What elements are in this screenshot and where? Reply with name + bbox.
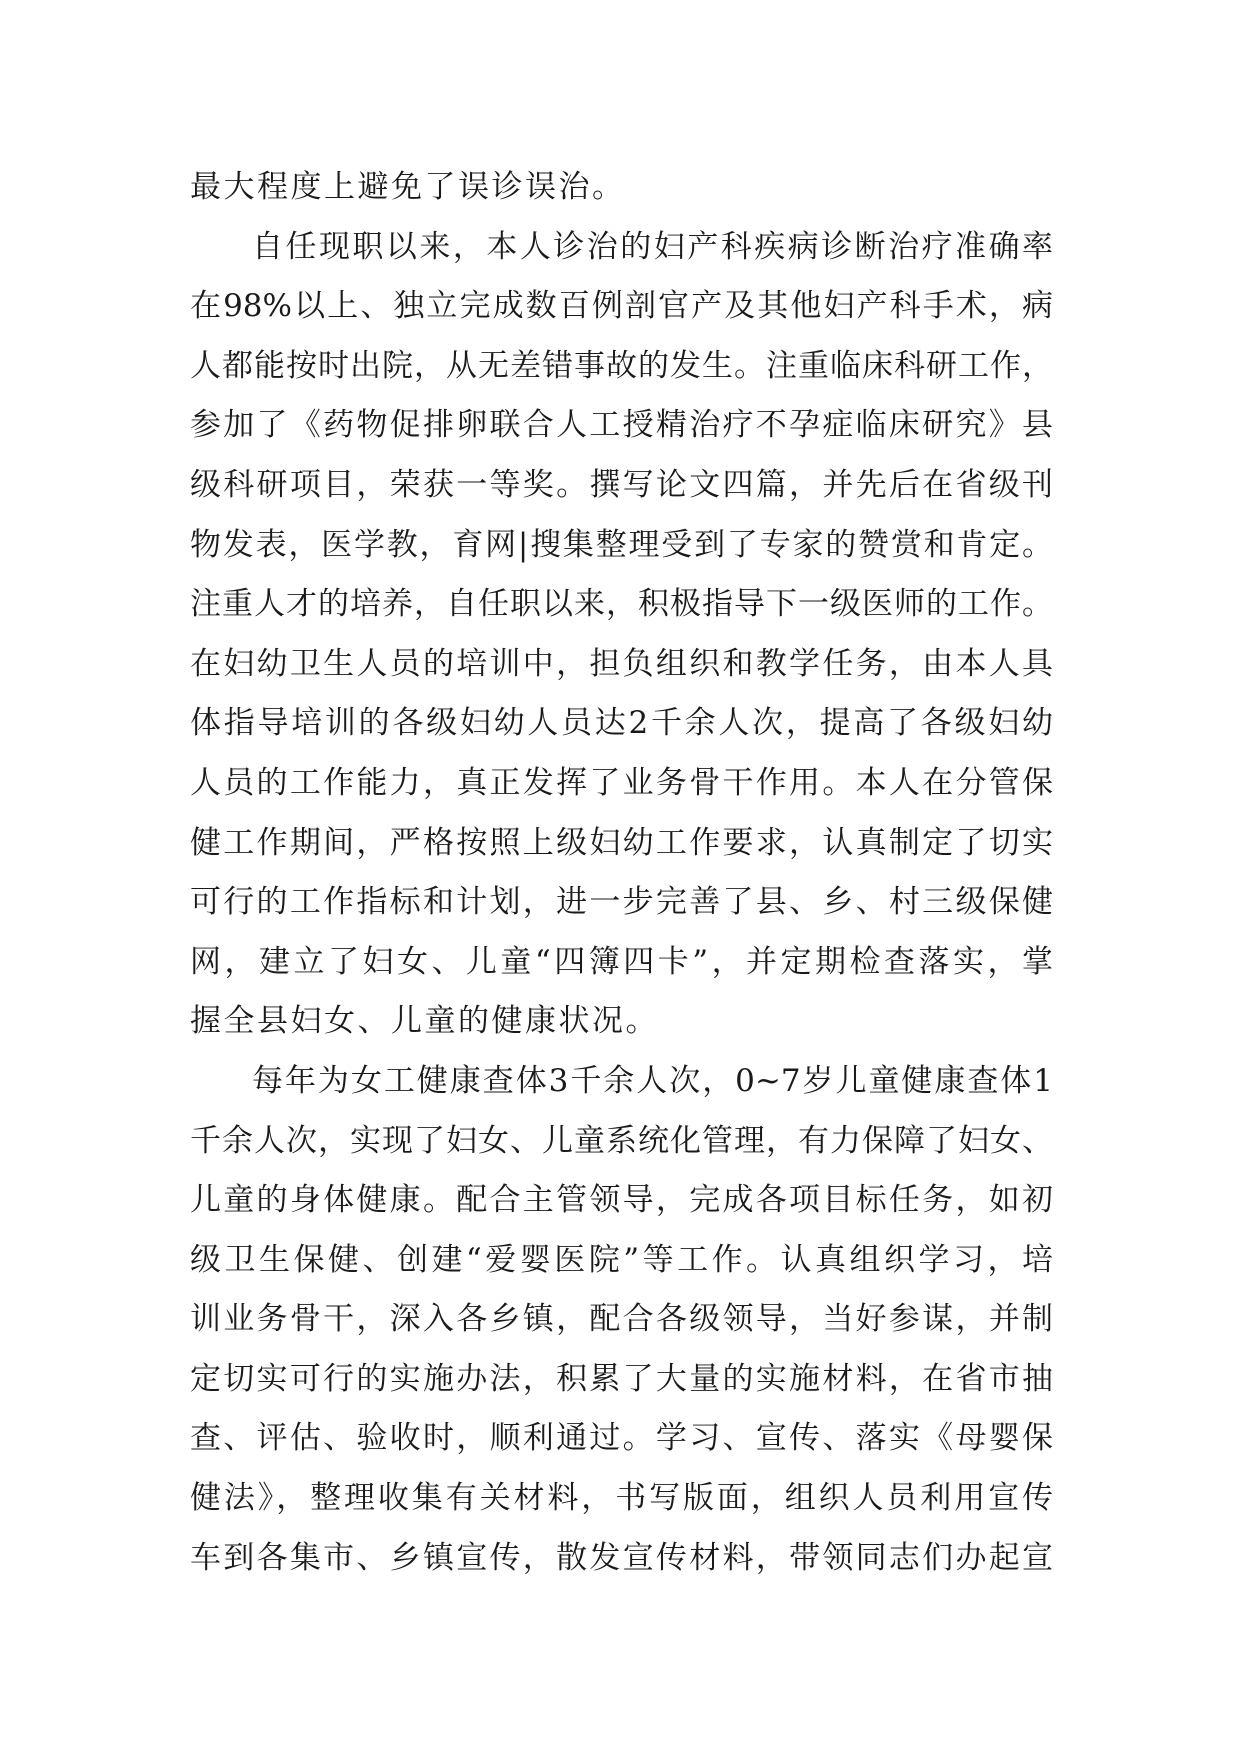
text-line: 定切实可行的实施办法，积累了大量的实施材料，在省市抽 xyxy=(190,1360,1053,1397)
text-line: 人都能按时出院，从无差错事故的发生。注重临床科研工作， xyxy=(190,347,1053,384)
text-line: 健法》，整理收集有关材料，书写版面，组织人员利用宣传 xyxy=(190,1480,1053,1517)
text-line: 人员的工作能力，真正发挥了业务骨干作用。本人在分管保 xyxy=(190,764,1053,801)
text-line: 体指导培训的各级妇幼人员达2千余人次，提高了各级妇幼 xyxy=(190,705,1053,742)
text-line: 可行的工作指标和计划，进一步完善了县、乡、村三级保健 xyxy=(190,884,1053,921)
text-line: 级卫生保健、创建“爱婴医院”等工作。认真组织学习，培 xyxy=(190,1241,1053,1278)
text-line: 注重人才的培养，自任职以来，积极指导下一级医师的工作。 xyxy=(190,586,1053,623)
text-line: 参加了《药物促排卵联合人工授精治疗不孕症临床研究》县 xyxy=(190,407,1053,444)
text-line: 在妇幼卫生人员的培训中，担负组织和教学任务，由本人具 xyxy=(190,645,1053,682)
text-line: 车到各集市、乡镇宣传，散发宣传材料，带领同志们办起宣 xyxy=(190,1539,1053,1576)
text-line: 网，建立了妇女、儿童“四簿四卡”，并定期检查落实，掌 xyxy=(190,943,1053,980)
text-line: 最大程度上避免了误诊误治。 xyxy=(190,169,626,205)
text-line: 健工作期间，严格按照上级妇幼工作要求，认真制定了切实 xyxy=(190,824,1053,861)
text-line: 查、评估、验收时，顺利通过。学习、宣传、落实《母婴保 xyxy=(190,1420,1053,1457)
text-line: 握全县妇女、儿童的健康状况。 xyxy=(190,1003,659,1040)
text-line: 训业务骨干，深入各乡镇，配合各级领导，当好参谋，并制 xyxy=(190,1301,1053,1338)
text-line: 每年为女工健康查体3千余人次，0~7岁儿童健康查体1 xyxy=(252,1062,1053,1099)
text-line: 千余人次，实现了妇女、儿童系统化管理，有力保障了妇女、 xyxy=(190,1122,1053,1159)
text-line: 物发表，医学教，育网|搜集整理受到了专家的赞赏和肯定。 xyxy=(190,526,1053,563)
text-line: 在98%以上、独立完成数百例剖官产及其他妇产科手术，病 xyxy=(190,288,1053,325)
text-line: 儿童的身体健康。配合主管领导，完成各项目标任务，如初 xyxy=(190,1182,1053,1219)
text-line: 级科研项目，荣获一等奖。撰写论文四篇，并先后在省级刊 xyxy=(190,466,1053,503)
text-line: 自任现职以来，本人诊治的妇产科疾病诊断治疗准确率 xyxy=(252,228,1053,265)
body-text xyxy=(190,158,1053,1588)
